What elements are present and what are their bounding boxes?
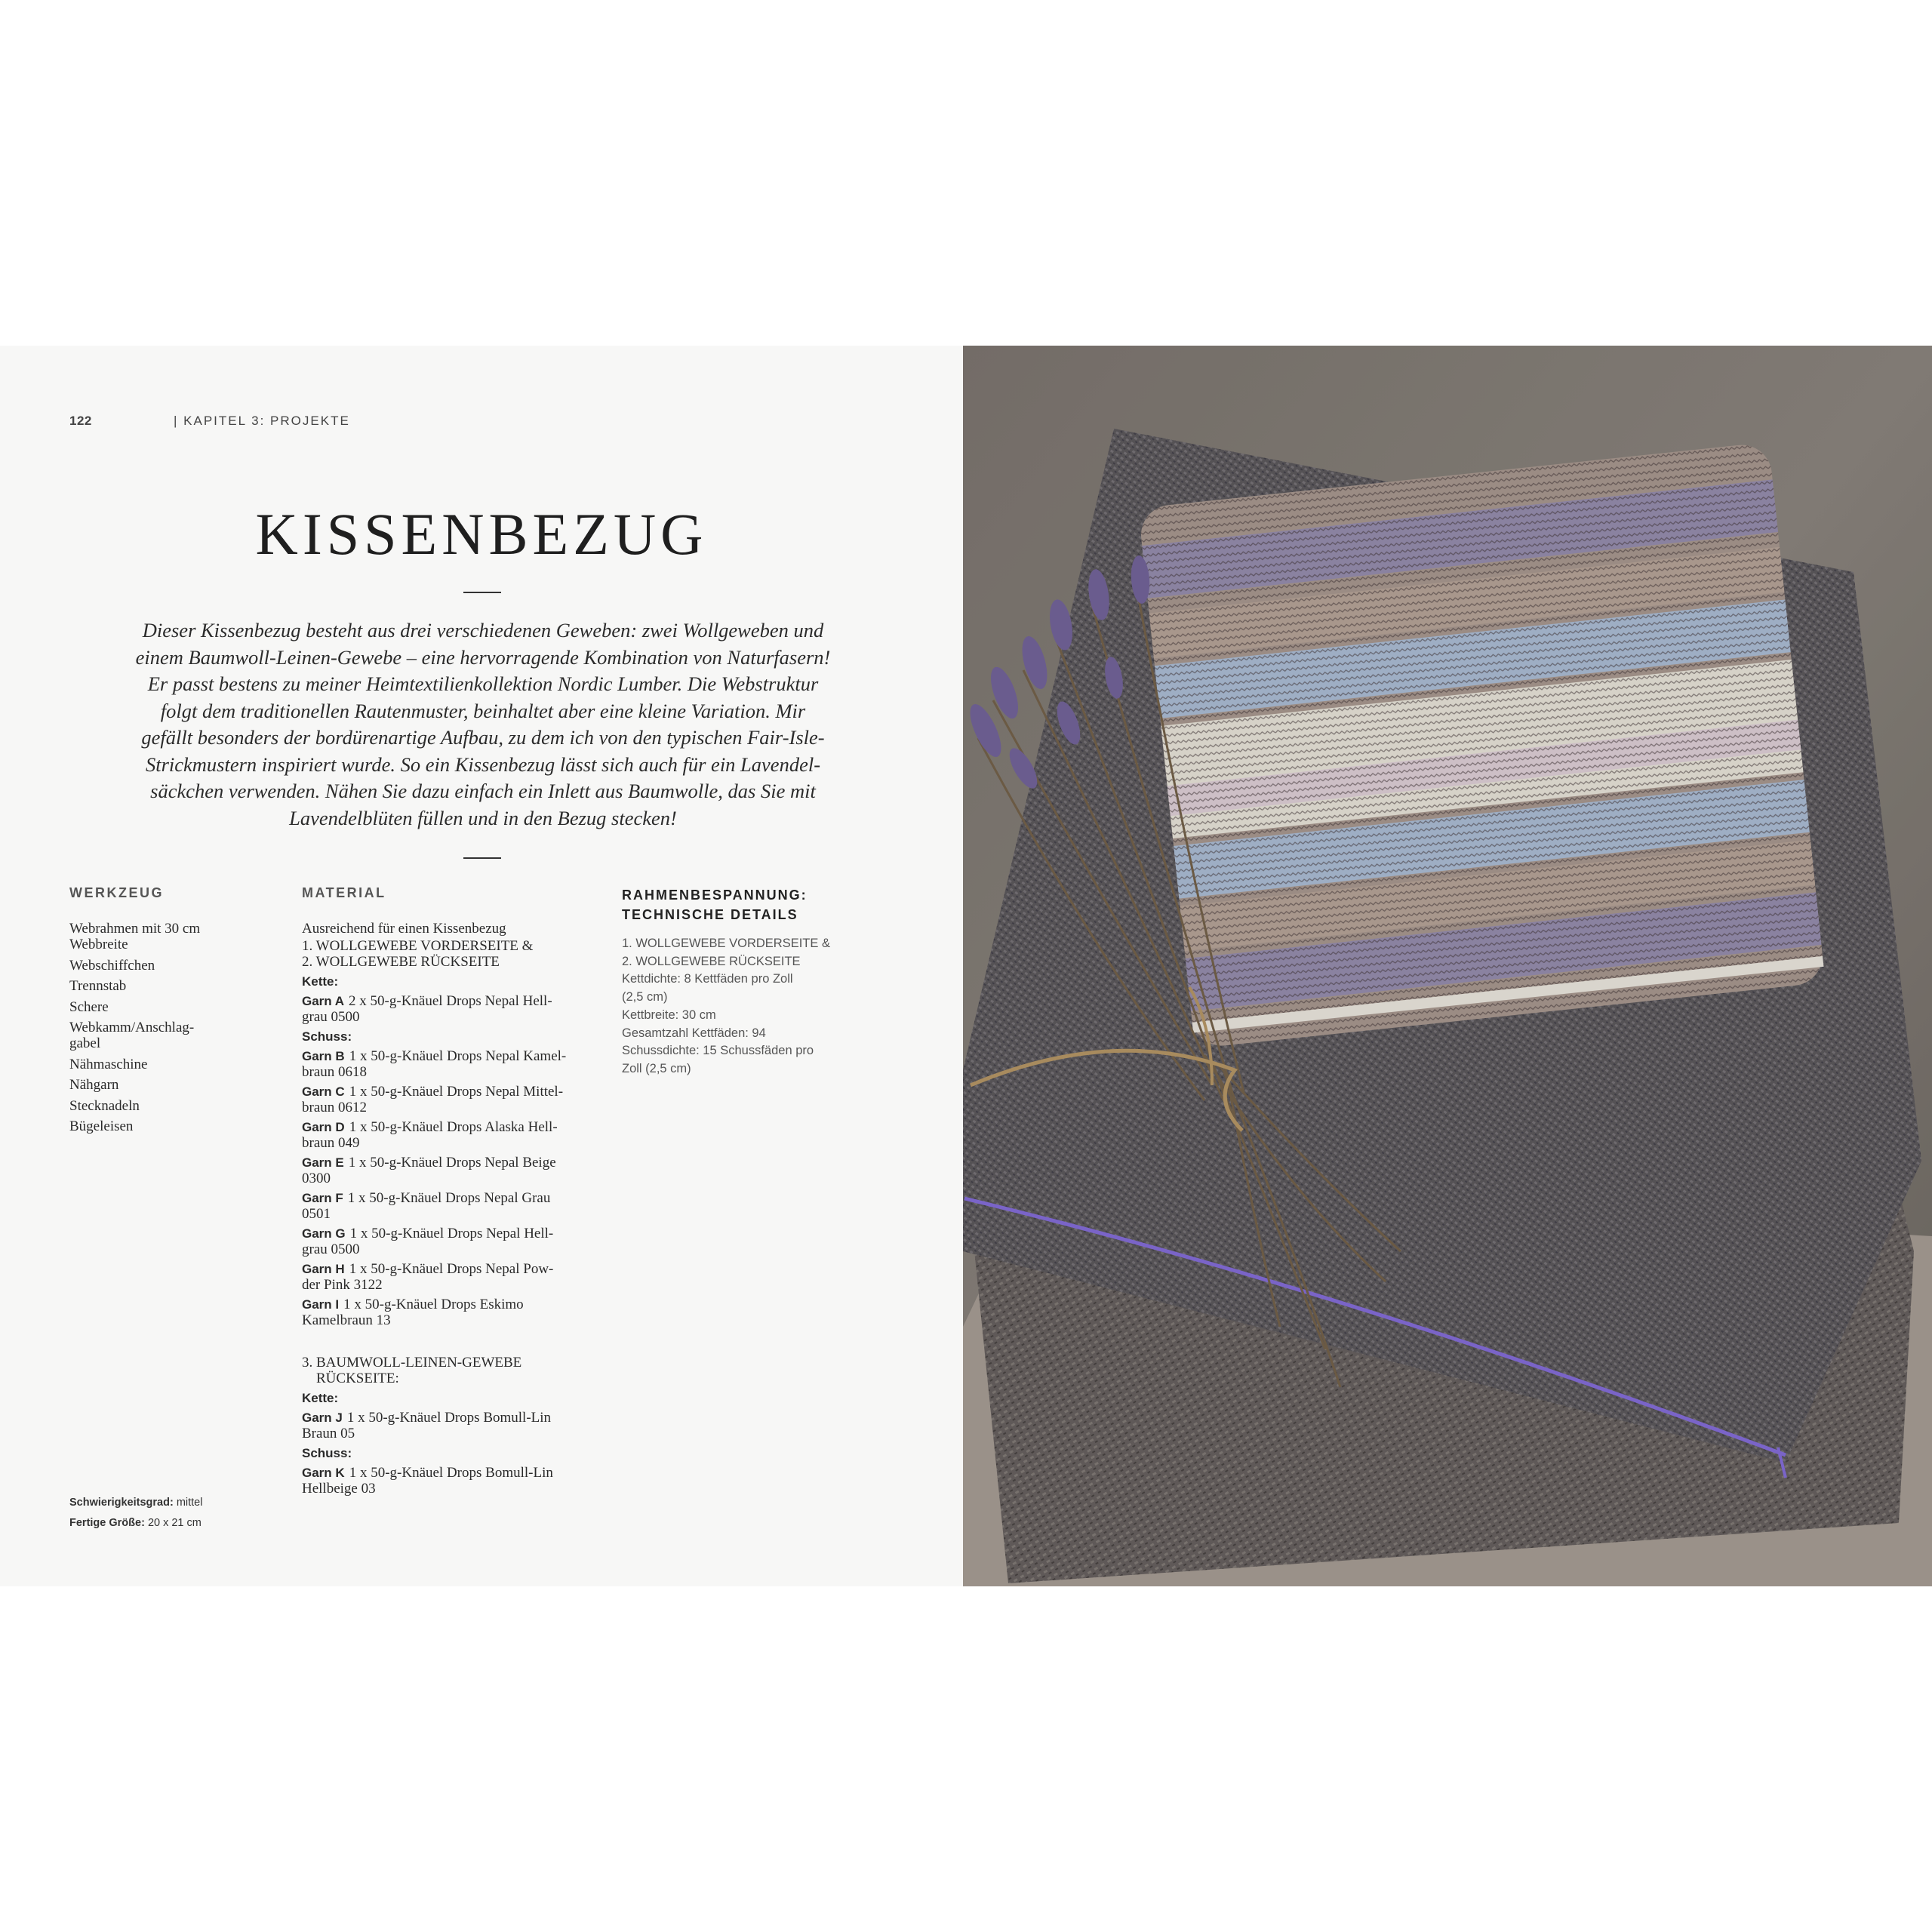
yarn-entry <box>302 1261 604 1293</box>
yarn-label: Garn D <box>302 1120 345 1134</box>
finished-size <box>69 1513 202 1534</box>
book-spread <box>0 346 1932 1586</box>
yarn-text: 2 x 50-g-Knäuel Drops Nepal Hell- grau 0500 <box>302 993 552 1025</box>
yarn-label: Garn K <box>302 1466 345 1480</box>
weft-label: Schuss: <box>302 1029 352 1044</box>
intro-line: einem Baumwoll-Leinen-Gewebe – eine hervorragende Kombination von Naturfasern! <box>135 645 831 669</box>
yarn-text: 1 x 50-g-Knäuel Drops Bomull-Lin Braun 05 <box>302 1410 552 1441</box>
yarn-text: 1 x 50-g-Knäuel Drops Nepal Kamel- braun 0618 <box>302 1048 567 1080</box>
list-item: Trennstab <box>69 978 127 994</box>
yarn-text: 1 x 50-g-Knäuel Drops Nepal Hell- grau 0500 <box>302 1226 554 1257</box>
list-item: Nähgarn <box>69 1077 119 1093</box>
tech-column <box>622 885 848 1078</box>
list-item: Stecknadeln <box>69 1097 140 1114</box>
tools-list <box>69 921 251 1134</box>
yarn-text: 1 x 50-g-Knäuel Drops Nepal Mittel- braun 0612 <box>302 1084 564 1115</box>
project-meta <box>69 1493 202 1534</box>
yarn-label: Garn H <box>302 1262 345 1276</box>
yarn-text: 1 x 50-g-Knäuel Drops Eskimo Kamelbraun 13 <box>302 1297 524 1328</box>
material-column <box>302 885 604 1500</box>
intro-line: säckchen verwenden. Nähen Sie dazu einfach ein Inlett aus Baumwolle, das Sie mit <box>150 780 816 802</box>
photo-page <box>963 346 1932 1586</box>
yarn-label: Garn A <box>302 994 345 1008</box>
material-intro: Ausreichend für einen Kissenbezug <box>302 921 506 937</box>
weft-label: Schuss: <box>302 1446 352 1460</box>
yarn-text: 1 x 50-g-Knäuel Drops Nepal Grau 0501 <box>302 1190 551 1222</box>
yarn-entry <box>302 993 604 1025</box>
tech-line: Schussdichte: 15 Schussfäden pro <box>622 1044 814 1058</box>
yarn-entry <box>302 1226 604 1257</box>
material-section-heading: 3. BAUMWOLL-LEINEN-GEWEBE RÜCKSEITE: <box>302 1355 522 1386</box>
tech-line: Kettdichte: 8 Kettfäden pro Zoll <box>622 972 793 986</box>
cushion-photo <box>963 346 1932 1586</box>
material-heading: MATERIAL <box>302 885 386 900</box>
intro-divider <box>463 857 501 859</box>
yarn-entry <box>302 1155 604 1186</box>
tech-line: Zoll (2,5 cm) <box>622 1061 691 1075</box>
tech-line: (2,5 cm) <box>622 990 668 1004</box>
intro-line: Dieser Kissenbezug besteht aus drei verschiedenen Geweben: zwei Wollgeweben und <box>142 619 824 641</box>
intro-line: Er passt bestens zu meiner Heimtextilienkollektion Nordic Lumber. Die Webstruktur <box>147 672 819 695</box>
title-divider <box>463 592 501 593</box>
yarn-entry <box>302 1190 604 1222</box>
yarn-entry <box>302 1410 604 1441</box>
list-item: Webschiffchen <box>69 957 155 974</box>
intro-line: folgt dem traditionellen Rautenmuster, beinhaltet aber eine kleine Variation. Mir <box>160 699 806 722</box>
list-item: Webkamm/Anschlag- gabel <box>69 1020 195 1051</box>
yarn-label: Garn B <box>302 1049 345 1063</box>
difficulty-value: mittel <box>176 1497 203 1509</box>
yarn-label: Garn F <box>302 1191 343 1205</box>
list-item: Schere <box>69 998 109 1015</box>
yarn-text: 1 x 50-g-Knäuel Drops Nepal Pow- der Pink 3122 <box>302 1261 554 1293</box>
intro-paragraph <box>102 617 864 832</box>
yarn-entry <box>302 1297 604 1328</box>
tools-heading: WERKZEUG <box>69 885 164 900</box>
yarn-entry <box>302 1119 604 1151</box>
size-value: 20 x 21 cm <box>147 1517 202 1529</box>
yarn-entry <box>302 1048 604 1080</box>
intro-line: gefällt besonders der bordürenartige Aufbau, zu dem ich von den typischen Fair-Isle- <box>141 726 825 749</box>
difficulty-label: Schwierigkeitsgrad: <box>69 1497 174 1509</box>
tech-line: 1. WOLLGEWEBE VORDERSEITE & <box>622 937 830 950</box>
list-item: Nähmaschine <box>69 1056 148 1072</box>
tools-column <box>69 885 251 1140</box>
page-title: KISSENBEZUG <box>255 501 708 567</box>
yarn-entry <box>302 1084 604 1115</box>
material-section-heading: 2. WOLLGEWEBE RÜCKSEITE <box>302 954 500 970</box>
yarn-label: Garn I <box>302 1297 340 1312</box>
warp-label: Kette: <box>302 974 339 989</box>
tech-heading: RAHMENBESPANNUNG: TECHNISCHE DETAILS <box>622 888 808 922</box>
yarn-label: Garn E <box>302 1155 344 1170</box>
page-number: 122 <box>69 414 92 428</box>
chapter-label: | KAPITEL 3: PROJEKTE <box>174 414 350 428</box>
yarn-label: Garn G <box>302 1226 346 1241</box>
difficulty <box>69 1493 202 1513</box>
left-page <box>0 346 963 1586</box>
intro-line: Strickmustern inspiriert wurde. So ein Kissenbezug lässt sich auch für ein Lavendel- <box>145 752 821 776</box>
warp-label: Kette: <box>302 1391 339 1405</box>
list-item: Webrahmen mit 30 cm Webbreite <box>69 921 201 952</box>
yarn-entry <box>302 1465 604 1497</box>
tech-line: Kettbreite: 30 cm <box>622 1008 716 1022</box>
size-label: Fertige Größe: <box>69 1517 145 1529</box>
yarn-text: 1 x 50-g-Knäuel Drops Alaska Hell- braun 049 <box>302 1119 558 1151</box>
yarn-label: Garn C <box>302 1084 345 1099</box>
folio <box>69 414 350 429</box>
material-list <box>302 921 604 1497</box>
tech-details <box>622 935 848 1078</box>
yarn-text: 1 x 50-g-Knäuel Drops Bomull-Lin Hellbeige 03 <box>302 1465 553 1497</box>
yarn-text: 1 x 50-g-Knäuel Drops Nepal Beige 0300 <box>302 1155 556 1186</box>
tech-line: Gesamtzahl Kettfäden: 94 <box>622 1026 766 1040</box>
yarn-label: Garn J <box>302 1411 343 1425</box>
list-item: Bügeleisen <box>69 1118 134 1134</box>
tech-line: 2. WOLLGEWEBE RÜCKSEITE <box>622 954 801 968</box>
material-section-heading: 1. WOLLGEWEBE VORDERSEITE & <box>302 938 534 954</box>
intro-line: Lavendelblüten füllen und in den Bezug stecken! <box>289 806 677 829</box>
